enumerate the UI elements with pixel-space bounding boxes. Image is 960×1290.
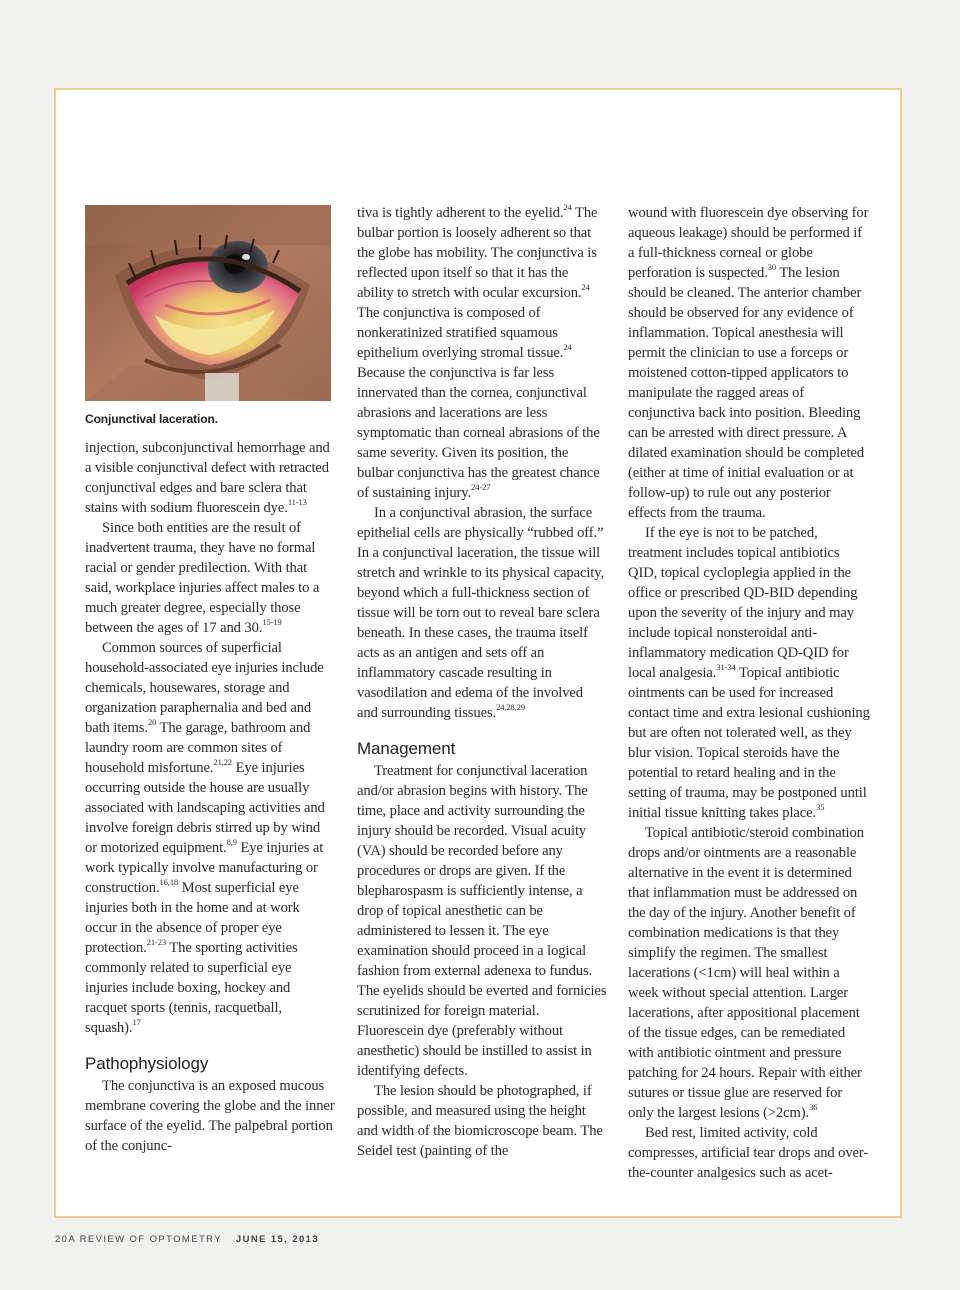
paragraph: The lesion should be photographed, if possible, and measured using the height and width of the biomicroscope beam. The Seidel test (painting of the — [357, 1083, 603, 1159]
paragraph: The conjunctiva is an exposed mucous membrane covering the globe and the inner surface of the eyelid. The palpebral portion of the conjunc- — [85, 1078, 335, 1154]
eye-image — [85, 205, 331, 401]
paragraph: Bed rest, limited activity, cold compresses, artificial tear drops and over-the-counter analgesics such as acet- — [628, 1125, 869, 1181]
page-footer — [55, 1234, 319, 1245]
section-heading: Pathophysiology — [85, 1054, 209, 1073]
paragraph: injection, subconjunctival hemorrhage and a visible conjunctival defect with retracted conjunctival edges and bare sclera that stains with sodium fluorescein dye.$^{11-13}$ — [85, 440, 330, 516]
paragraph: Topical antibiotic/steroid combination drops and/or ointments are a reasonable alternative in the event it is determined that inflammation must be addressed on the day of the injury. Another benefit of combination medications is that they simplify the regimen. The smallest lacerations (<1cm) will heal within a week without special attention. Larger lacerations, after appositional placement of the tissue edges, can be remediated with antibiotic ointment and pressure patching for 24 hours. Repair with either sutures or tissue glue are reserved for only the largest lesions (>2cm).$^{36}$ — [628, 825, 864, 1121]
paragraph: Common sources of superficial household-associated eye injuries include chemicals, housewares, storage and organization paraphernalia and bed and bath items.$^{20}$ The garage, bathroom and laundry room are common sites of household misfortune.$^{21,22}$ Eye injuries occurring outside the house are usually associated with landscaping activities and involve foreign debris stirred up by wind or motorized equipment.$^{8,9}$ Eye injuries at work typically involve manufacturing or construction.$^{16,18}$ Most superficial eye injuries both in the home and at work occur in the absence of proper eye protection.$^{21-23}$ The sporting activities commonly related to superficial eye injuries include boxing, hockey and racquet sports (tennis, racquetball, squash).$^{17}$ — [85, 640, 325, 1036]
publication-name: REVIEW OF OPTOMETRY — [79, 1234, 222, 1245]
paragraph: In a conjunctival abrasion, the surface epithelial cells are physically “rubbed off.” In a conjunctival laceration, the tissue will stretch and wrinkle to its physical capacity, beyond which a full-thickness section of tissue will be torn out to reveal bare sclera beneath. In these cases, the trauma itself acts as an antigen and sets off an inflammatory cascade resulting in vasodilation and edema of the involved and surrounding tissues.$^{24,28,29}$ — [357, 505, 605, 721]
column-1 — [85, 205, 335, 1156]
column-2 — [357, 203, 607, 1161]
section-heading: Management — [357, 739, 456, 758]
issue-date: JUNE 15, 2013 — [235, 1234, 320, 1245]
eye-photo — [85, 205, 331, 401]
paragraph: If the eye is not to be patched, treatment includes topical antibiotics QID, topical cycloplegia applied in the office or prescribed QD-BID depending upon the severity of the injury and may include topical nonsteroidal anti-inflammatory medication QD-QID for local analgesia.$^{31-34}$ Topical antibiotic ointments can be used for increased contact time and extra lesional cushioning but are often not tolerated well, as they blur vision. Topical steroids have the potential to retard healing and in the setting of trauma, may be postponed until initial tissue knitting takes place.$^{35}$ — [628, 525, 870, 821]
page-number: 20A — [55, 1234, 76, 1245]
paragraph: tiva is tightly adherent to the eyelid.$^{24}$ The bulbar portion is loosely adherent so that the globe has mobility. The conjunctiva is reflected upon itself so that it has the ability to stretch with ocular excursion.$^{24}$ The conjunctiva is composed of nonkeratinized stratified squamous epithelium overlying stromal tissue.$^{24}$ Because the conjunctiva is far less innervated than the cornea, conjunctival abrasions and lacerations are less symptomatic than corneal abrasions of the same severity. Given its position, the bulbar conjunctiva has the greatest chance of sustaining injury.$^{24-27}$ — [357, 202, 600, 501]
figure-caption: Conjunctival laceration. — [85, 412, 218, 426]
paragraph: wound with fluorescein dye observing for aqueous leakage) should be performed if a full-thickness corneal or globe perforation is suspected.$^{30}$ The lesion should be cleaned. The anterior chamber should be observed for any evidence of inflammation. Topical anesthesia will permit the clinician to use a forceps or moistened cotton-tipped applicators to manipulate the ragged areas of conjunctiva back into position. Bleeding can be arrested with direct pressure. A dilated examination should be completed (either at time of initial evaluation or at follow-up) to rule out any posterior effects from the trauma. — [628, 205, 869, 521]
paragraph: Since both entities are the result of inadvertent trauma, they have no formal racial or gender predilection. With that said, workplace injuries affect males to a much greater degree, especially those between the ages of 17 and 30.$^{15-19}$ — [85, 520, 320, 636]
paragraph: Treatment for conjunctival laceration and/or abrasion begins with history. The time, place and activity surrounding the injury should be recorded. Visual acuity (VA) should be recorded before any procedures or drops are given. If the blepharospasm is sufficiently intense, a drop of topical anesthetic can be administered to lessen it. The eye examination should proceed in a logical fashion from external adenexa to fundus. The eyelids should be everted and fornicies scrutinized for foreign material. Fluorescein dye (preferably without anesthetic) should be instilled to assist in identifying defects. — [357, 763, 607, 1079]
column-3 — [628, 203, 870, 1183]
